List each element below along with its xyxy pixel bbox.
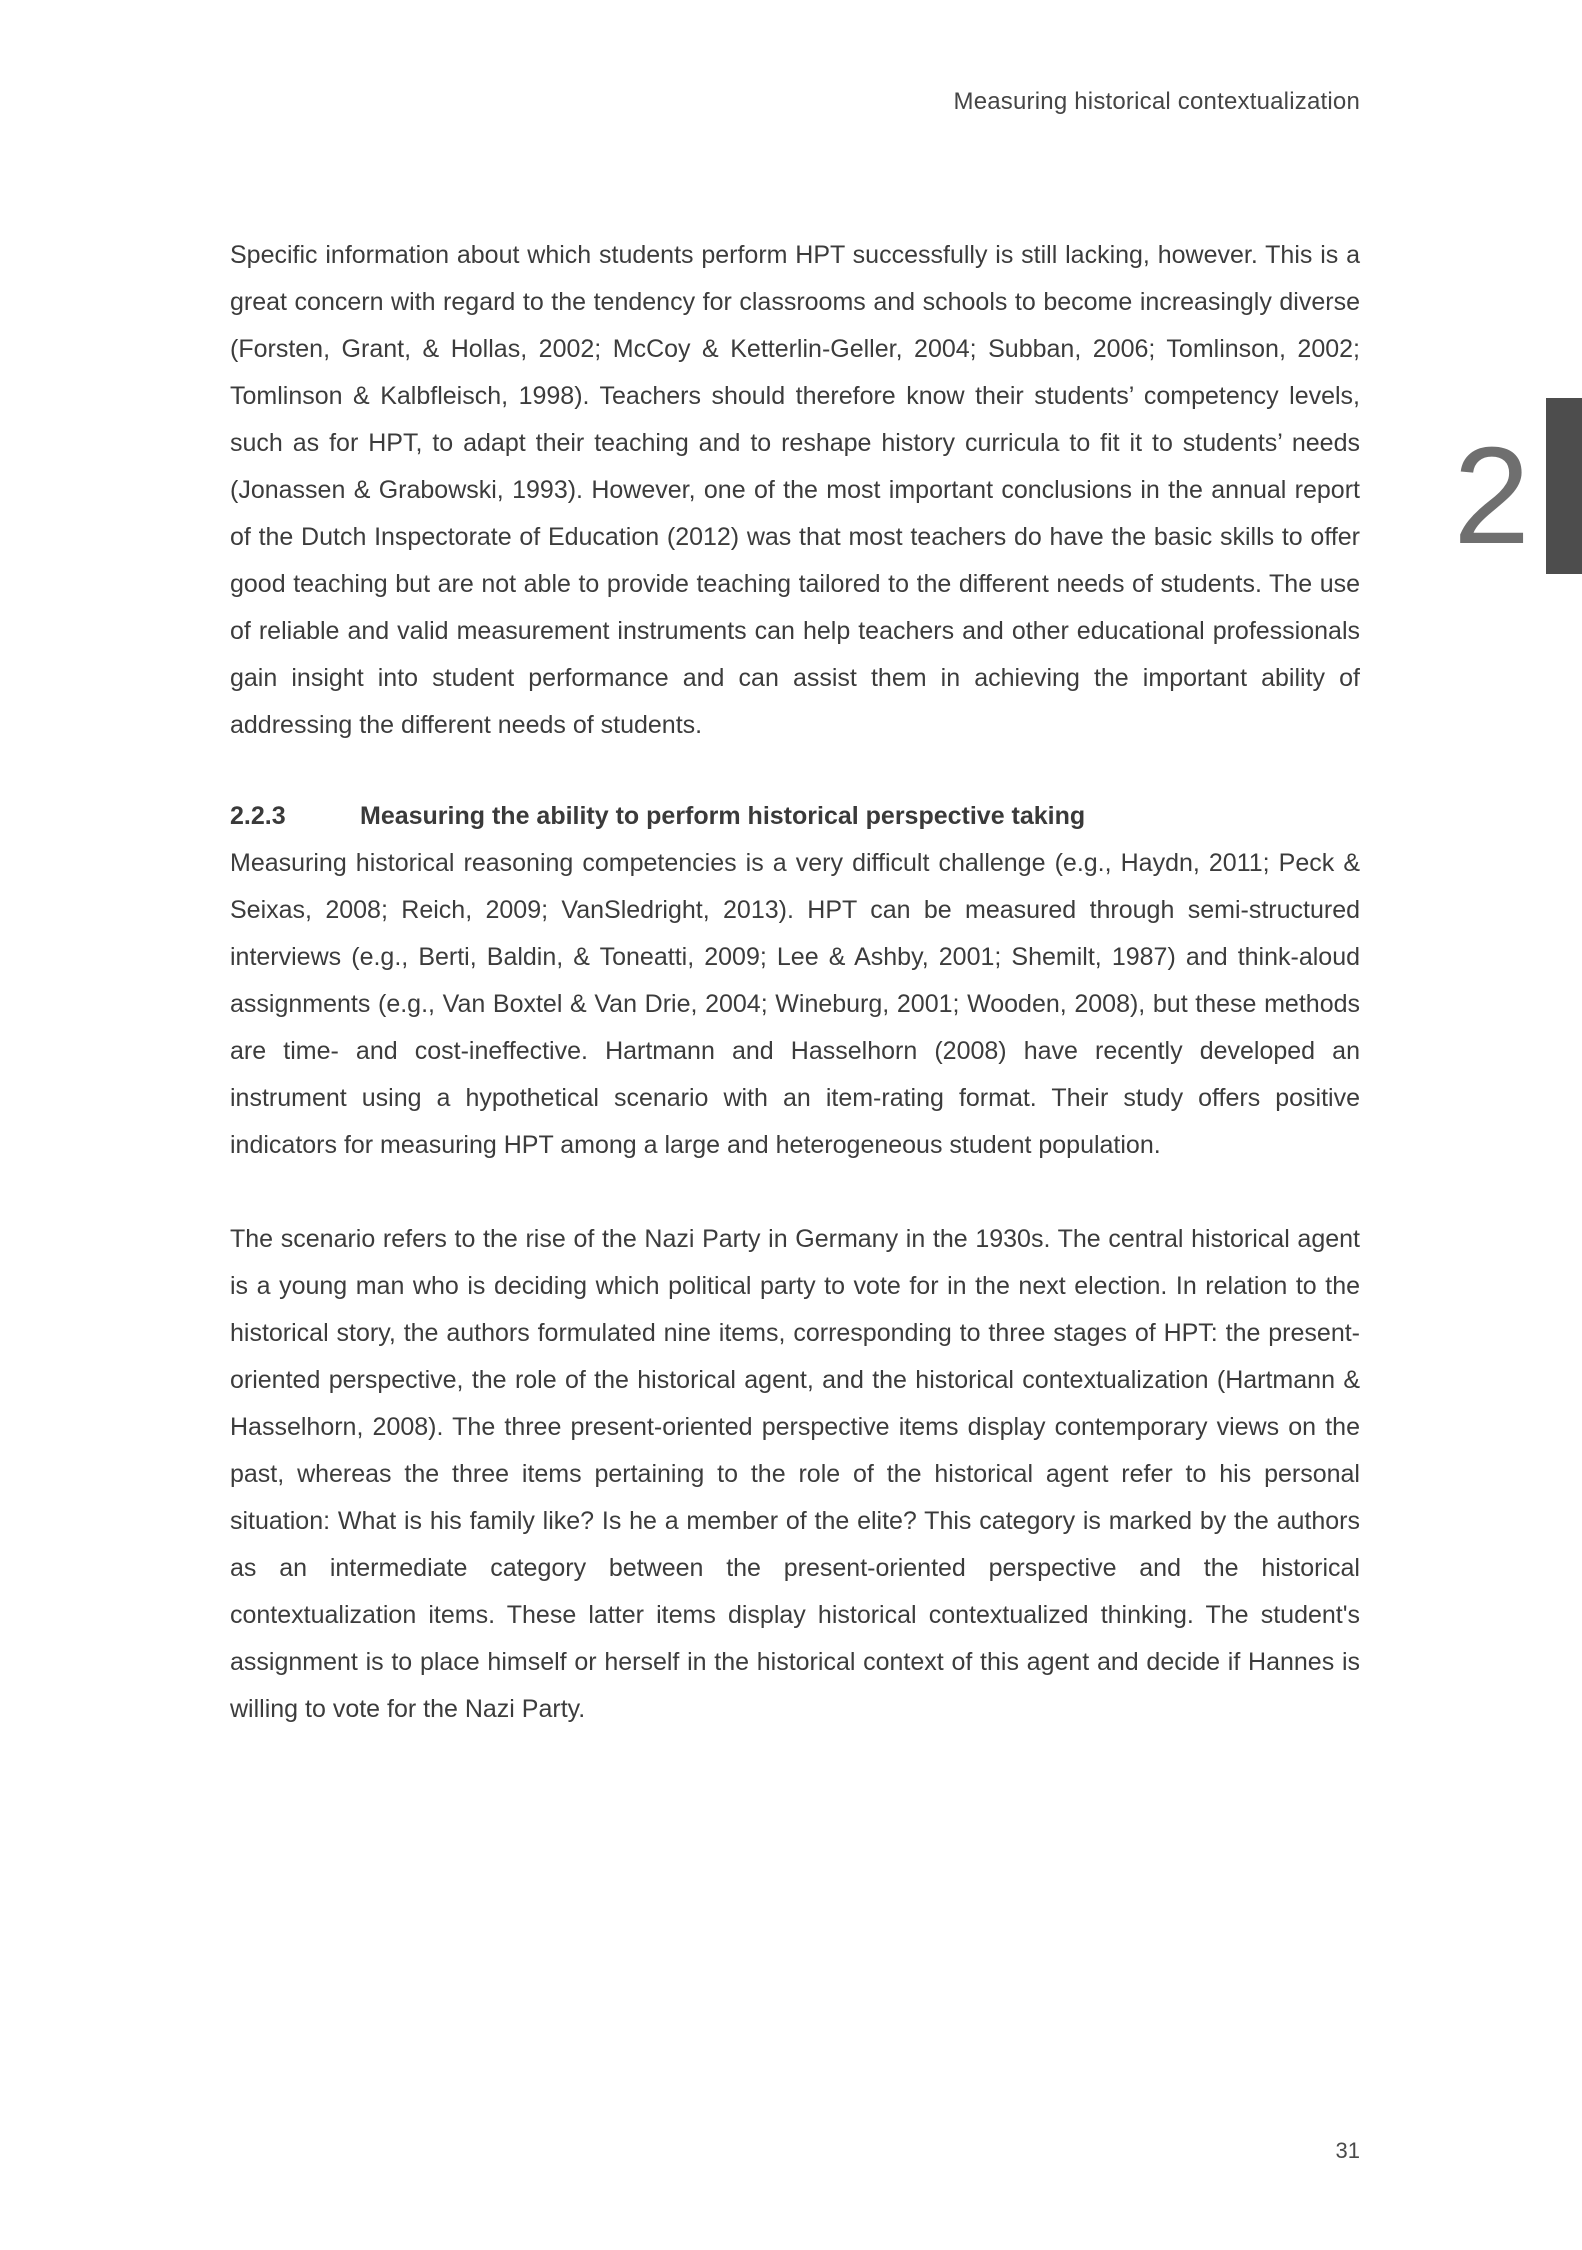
paragraph-intro: Specific information about which students perform HPT successfully is still lacking, however. This is a great concern with regard to the tendency for classrooms and schools to become increasingly diverse (Forsten, Grant, & Hollas, 2002; McCoy & Ketterlin-Geller, 2004; Subban, 2006; Tomlinson, 2002; Tomlinson & Kalbfleisch, 1998). Teachers should therefore know their students’ competency levels, such as for HPT, to adapt their teaching and to reshape history curricula to fit it to students’ needs (Jonassen & Grabowski, 1993). However, one of the most important conclusions in the annual report of the Dutch Inspectorate of Education (2012) was that most teachers do have the basic skills to offer good teaching but are not able to provide teaching tailored to the different needs of students. The use of reliable and valid measurement instruments can help teachers and other educational professionals gain insight into student performance and can assist them in achieving the important ability of addressing the different needs of students. bbox=[230, 241, 1360, 739]
body-text-column bbox=[230, 232, 1360, 1733]
chapter-number: 2 bbox=[1453, 419, 1530, 573]
section-title: Measuring the ability to perform historical perspective taking bbox=[360, 802, 1086, 830]
running-header: Measuring historical contextualization bbox=[953, 88, 1360, 115]
paragraph-scenario: The scenario refers to the rise of the Nazi Party in Germany in the 1930s. The central historical agent is a young man who is deciding which political party to vote for in the next election. In relation to the historical story, the authors formulated nine items, corresponding to three stages of HPT: the present-oriented perspective, the role of the historical agent, and the historical contextualization (Hartmann & Hasselhorn, 2008). The three present-oriented perspective items display contemporary views on the past, whereas the three items pertaining to the role of the historical agent refer to his personal situation: What is his family like? Is he a member of the elite? This category is marked by the authors as an intermediate category between the present-oriented perspective and the historical contextualization items. These latter items display historical contextualized thinking. The student's assignment is to place himself or herself in the historical context of this agent and decide if Hannes is willing to vote for the Nazi Party. bbox=[230, 1225, 1360, 1723]
section-number: 2.2.3 bbox=[230, 802, 286, 830]
chapter-tab-bar bbox=[1546, 398, 1582, 574]
section-heading bbox=[230, 793, 1360, 840]
chapter-tab bbox=[1453, 398, 1582, 574]
paragraph-measuring: Measuring historical reasoning competencies is a very difficult challenge (e.g., Haydn, 2011; Peck & Seixas, 2008; Reich, 2009; VanSledright, 2013). HPT can be measured through semi-structured interviews (e.g., Berti, Baldin, & Toneatti, 2009; Lee & Ashby, 2001; Shemilt, 1987) and think-aloud assignments (e.g., Van Boxtel & Van Drie, 2004; Wineburg, 2001; Wooden, 2008), but these methods are time- and cost-ineffective. Hartmann and Hasselhorn (2008) have recently developed an instrument using a hypothetical scenario with an item-rating format. Their study offers positive indicators for measuring HPT among a large and heterogeneous student population. bbox=[230, 849, 1360, 1159]
page-number: 31 bbox=[1335, 2138, 1360, 2163]
